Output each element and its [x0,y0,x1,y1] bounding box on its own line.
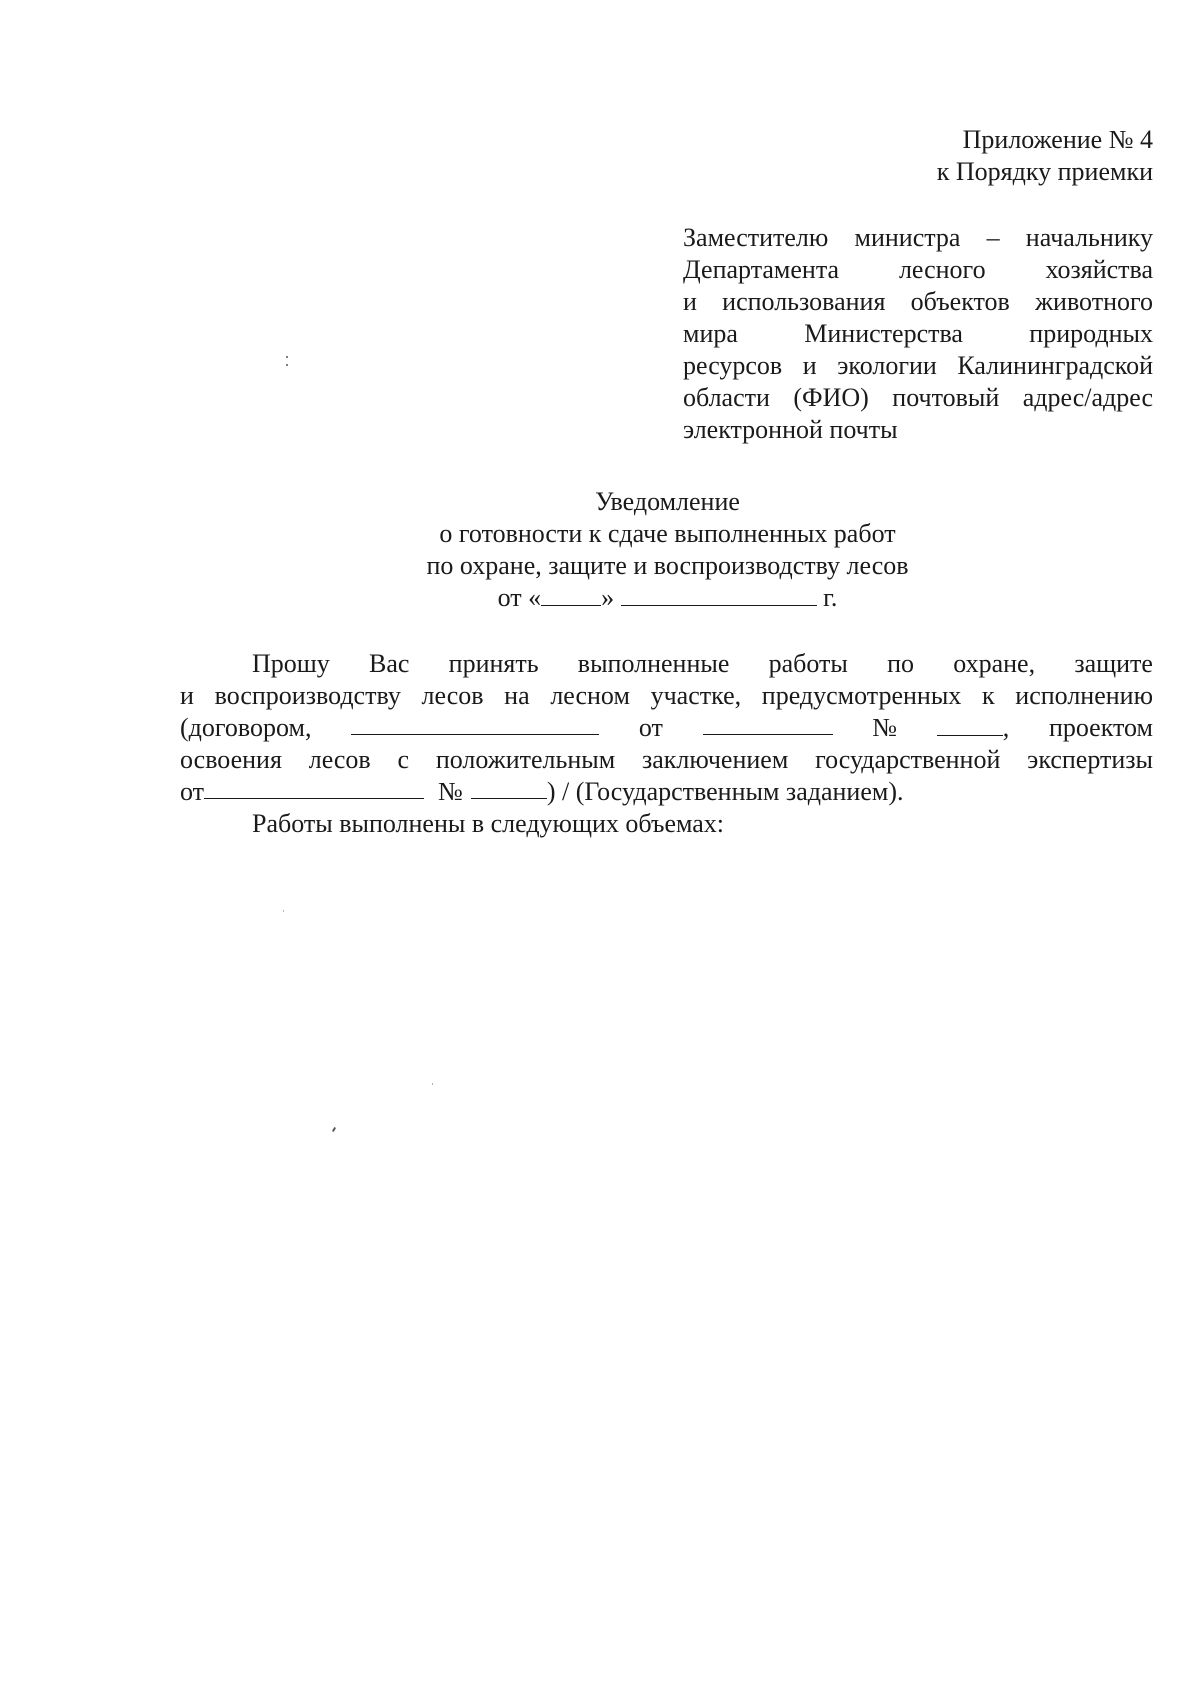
number-label: № [438,777,463,806]
contract-label: (договором, [180,713,312,742]
word: выполненные [577,649,730,678]
number-label: № [872,713,898,742]
body-line: освоения лесов с положительным заключением государственной экспертизы [180,745,1153,774]
expertise-number-blank[interactable] [471,776,547,799]
from-label: от [180,777,205,806]
closing-text: ) / (Государственным заданием). [546,777,904,806]
body-line: Работы выполнены в следующих объемах: [252,809,725,838]
from-label: от [638,713,663,742]
word: защите [1074,649,1153,678]
project-label: проектом [1048,713,1153,742]
word: по [887,649,915,678]
appendix-reference: к Порядку приемки [936,157,1153,186]
addressee-line: и использования объектов животного [683,287,1153,316]
body-line [180,712,1153,744]
date-mid: » [601,583,615,612]
title-line: о готовности к сдаче выполненных работ [439,519,896,548]
body-line [180,776,1153,808]
appendix-number: Приложение № 4 [962,125,1153,154]
addressee-line: ресурсов и экологии Калининградской [683,351,1153,380]
title-date-line [0,582,1200,614]
scan-speck [286,356,288,358]
expertise-date-blank[interactable] [204,776,424,799]
word: Вас [369,649,410,678]
title-heading: Уведомление [595,487,740,516]
contract-blank[interactable] [351,712,599,735]
word: охране, [953,649,1036,678]
addressee-line: Заместителю министра – начальнику [683,223,1153,252]
scan-speck [432,1083,433,1085]
comma: , [1002,713,1010,742]
word: работы [768,649,848,678]
addressee-line: мира Министерства природных [683,319,1153,348]
day-blank[interactable] [541,583,601,606]
date-suffix: г. [823,583,838,612]
addressee-block [683,222,1153,446]
body-text [180,648,1153,840]
addressee-line: области (ФИО) почтовый адрес/адрес [683,383,1153,412]
contract-number-blank[interactable] [937,713,1003,736]
month-year-blank[interactable] [621,583,817,606]
scan-speck [286,364,288,366]
title-line: по охране, защите и воспроизводству лесов [426,551,909,580]
contract-date-blank[interactable] [703,712,833,735]
body-line: и воспроизводству лесов на лесном участке, предусмотренных к исполнению [180,681,1153,710]
addressee-line: электронной почты [683,415,898,444]
body-line [180,648,1153,680]
word: принять [448,649,539,678]
appendix-header [937,124,1153,188]
scan-speck [283,910,284,912]
addressee-line: Департамента лесного хозяйства [683,255,1153,284]
document-title [0,486,1200,614]
date-prefix: от « [497,583,542,612]
scan-speck [332,1127,336,1132]
word: Прошу [252,649,330,678]
